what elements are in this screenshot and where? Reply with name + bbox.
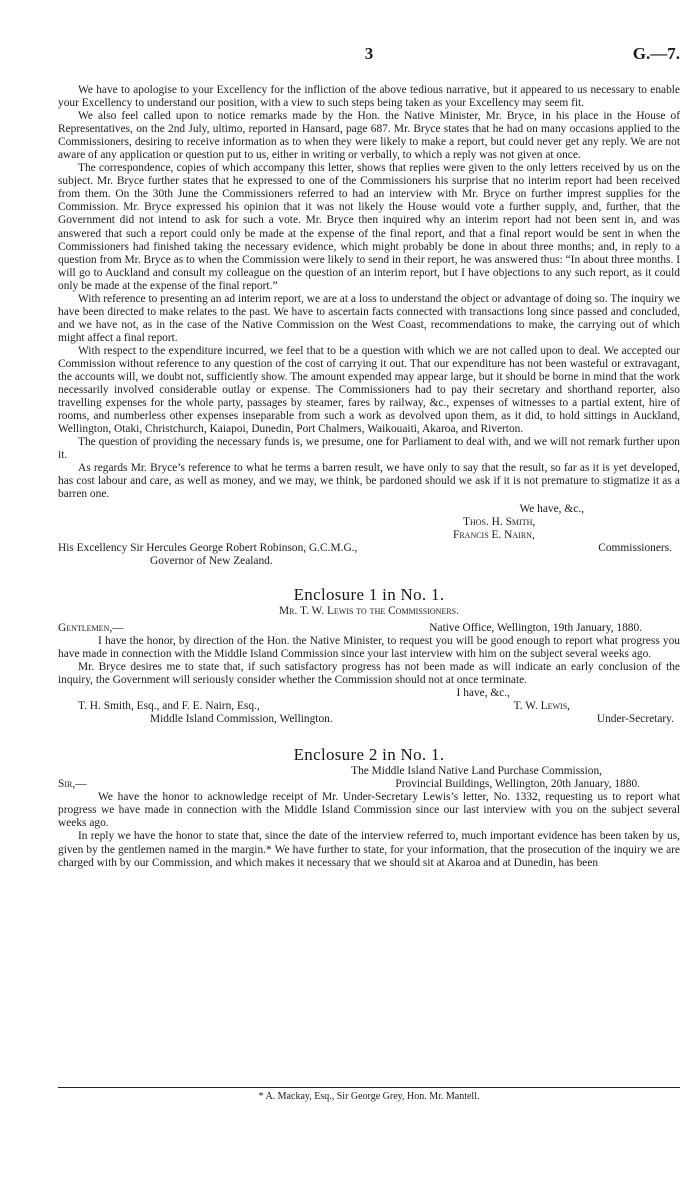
letter-closing: We have, &c., xyxy=(519,502,584,515)
letter-paragraph: With respect to the expenditure incurred, we feel that to be a question with which we are not called upon to deal. We accepted our Commission without reference to any question of the cost of carrying it out. That our expenditure has not been wasteful or extravagant, the accounts will, we doubt not, sufficiently show. The amount expended may appear large, but it should be borne in mind that the work necessarily involved considerable outlay or expense. The Commissioners had to pay their secretary and shorthand reporter, also travelling expenses for the whole party, passages by steamer, fares by railway, &c., expenses of witnesses to a partial extent, hire of rooms, and numberless other expenses inseparable from such a work as devolved upon them, as it did, to hold sittings in Auckland, Wellington, Otaki, Christchurch, Kaiapoi, Dunedin, Port Chalmers, Waikouaiti, Akaroa, and Riverton. xyxy=(58,344,680,436)
signatory-nairn: Francis E. Nairn, xyxy=(453,528,535,541)
letter-signature-block xyxy=(58,503,680,568)
enclosure-2-org: The Middle Island Native Land Purchase Commission, xyxy=(351,765,602,778)
footnote: * A. Mackay, Esq., Sir George Grey, Hon. Mr. Mantell. xyxy=(258,1091,480,1102)
enclosure-1-heading-row xyxy=(58,622,680,635)
enclosure-1-addressee: T. H. Smith, Esq., and F. E. Nairn, Esq., xyxy=(78,700,260,713)
enclosure-1-closing: I have, &c., xyxy=(456,687,510,700)
letter-paragraph: We also feel called upon to notice remarks made by the Hon. the Native Minister, Mr. Bryce, in his place in the House of Representatives, on the 2nd July, ultimo, reported in Hansard, page 687. Mr. Bryce states that he had on many occasions applied to the Commissioners, desiring to receive information as to when they were likely to make a report, but could never get any reply. We are not aware of any application or question put to us, either in writing or verbally, to which a reply was not given at once. xyxy=(58,110,680,162)
document-body xyxy=(58,84,680,870)
page-number: 3 xyxy=(364,44,374,63)
signatory-role: Commissioners. xyxy=(598,541,672,554)
letter-paragraph: The correspondence, copies of which accompany this letter, shows that replies were given to the only letters received by us on the subject. Mr. Bryce further states that he expressed to one of the Commissioners his surprise that no interim report had been received from them. On the 30th June the Commissioners referred to had an interview with Mr. Bryce on further imprest supplies for the Commission. Mr. Bryce expressed his opinion that it was not likely the House would vote a further supply, and, further, that the Government did not intend to ask for such a vote. Mr. Bryce then inquired why an interim report had not been sent in, and was answered that such a report could only be made at the expense of the final report, and that a final report would be sent in when the Commissioners had finished taking the necessary evidence, which might probably be done in about three months; and, in reply to a question from Mr. Bryce as to when the Commission were likely to send in their report, he was answered thus: “In about three months. I will go to Auckland and consult my colleague on the question of an interim report, but I have objections to any such report, as it could only be made at the expense of the final report.” xyxy=(58,162,680,292)
enclosure-1-signatory: T. W. Lewis, xyxy=(513,700,570,713)
enclosure-2-paragraph: In reply we have the honor to state that, since the date of the interview referred to, much important evidence has been taken by us, given by the gentlemen named in the margin.* We have further to state, for your information, that the prosecution of the inquiry we are charged with by our Commission, and which makes it necessary that we should sit at Akaroa and at Dunedin, has been xyxy=(58,830,680,869)
letter-paragraph: We have to apologise to your Excellency for the infliction of the above tedious narrative, but it appeared to us necessary to enable your Excellency to understand our position, with a view to such steps being taken as your Excellency may seem fit. xyxy=(58,84,680,110)
signatory-smith: Thos. H. Smith, xyxy=(463,515,536,528)
addressee-name: His Excellency Sir Hercules George Robert Robinson, G.C.M.G., xyxy=(58,541,358,554)
page-header xyxy=(58,44,680,64)
enclosure-1-salutation: Gentlemen,— xyxy=(58,621,124,634)
letter-paragraph: With reference to presenting an ad interim report, we are at a loss to understand the object or advantage of doing so. The inquiry we have been directed to make relates to the past. We have to ascertain facts connected with transactions long since passed and concluded, and we have not, as in the case of the Native Commission on the West Coast, recommendations to make, the carrying out of which might affect a final report. xyxy=(58,292,680,344)
letter-paragraph: As regards Mr. Bryce’s reference to what he terms a barren result, we have only to say that the result, so far as it is yet developed, has cost labour and care, as well as money, and we may, we think, be pardoned should we ask if it is not premature to stigmatize it as a barren one. xyxy=(58,462,680,501)
enclosure-1-place-date: Native Office, Wellington, 19th January, 1880. xyxy=(429,621,642,634)
enclosure-1-paragraph: Mr. Bryce desires me to state that, if such satisfactory progress has not been made as will indicate an early conclusion of the inquiry, the Government will seriously consider whether the Commission should not at once terminate. xyxy=(58,660,680,687)
enclosure-1-signatory-role: Under-Secretary. xyxy=(596,713,674,726)
enclosure-2-heading-row xyxy=(58,778,680,791)
footnote-divider xyxy=(58,1087,680,1088)
enclosure-2-title: Enclosure 2 in No. 1. xyxy=(293,745,445,765)
document-reference: G.—7. xyxy=(632,44,680,63)
enclosure-1-signature-row xyxy=(58,700,680,713)
enclosure-1-subtitle: Mr. T. W. Lewis to the Commissioners. xyxy=(279,604,459,617)
enclosure-1-signature-row-2 xyxy=(58,713,680,726)
enclosure-2-paragraph: We have the honor to acknowledge receipt of Mr. Under-Secretary Lewis’s letter, No. 1332, requesting us to report what progress we have made in connection with the Middle Island Commission since our last interview with you on the subject several weeks ago. xyxy=(58,791,680,830)
enclosure-2-place-date: Provincial Buildings, Wellington, 20th January, 1880. xyxy=(395,778,640,791)
addressee-line xyxy=(58,542,680,555)
enclosure-1-title: Enclosure 1 in No. 1. xyxy=(293,584,445,604)
enclosure-2-salutation: Sir,— xyxy=(58,778,87,791)
addressee-title: Governor of New Zealand. xyxy=(150,554,273,567)
letter-paragraph: The question of providing the necessary funds is, we presume, one for Parliament to deal with, and we will not remark further upon it. xyxy=(58,436,680,462)
enclosure-1-addressee-place: Middle Island Commission, Wellington. xyxy=(150,713,333,726)
enclosure-1-paragraph: I have the honor, by direction of the Hon. the Native Minister, to request you will be good enough to report what progress you have made in connection with the Middle Island Commission since your last interview with him on the subject several weeks ago. xyxy=(58,634,680,660)
